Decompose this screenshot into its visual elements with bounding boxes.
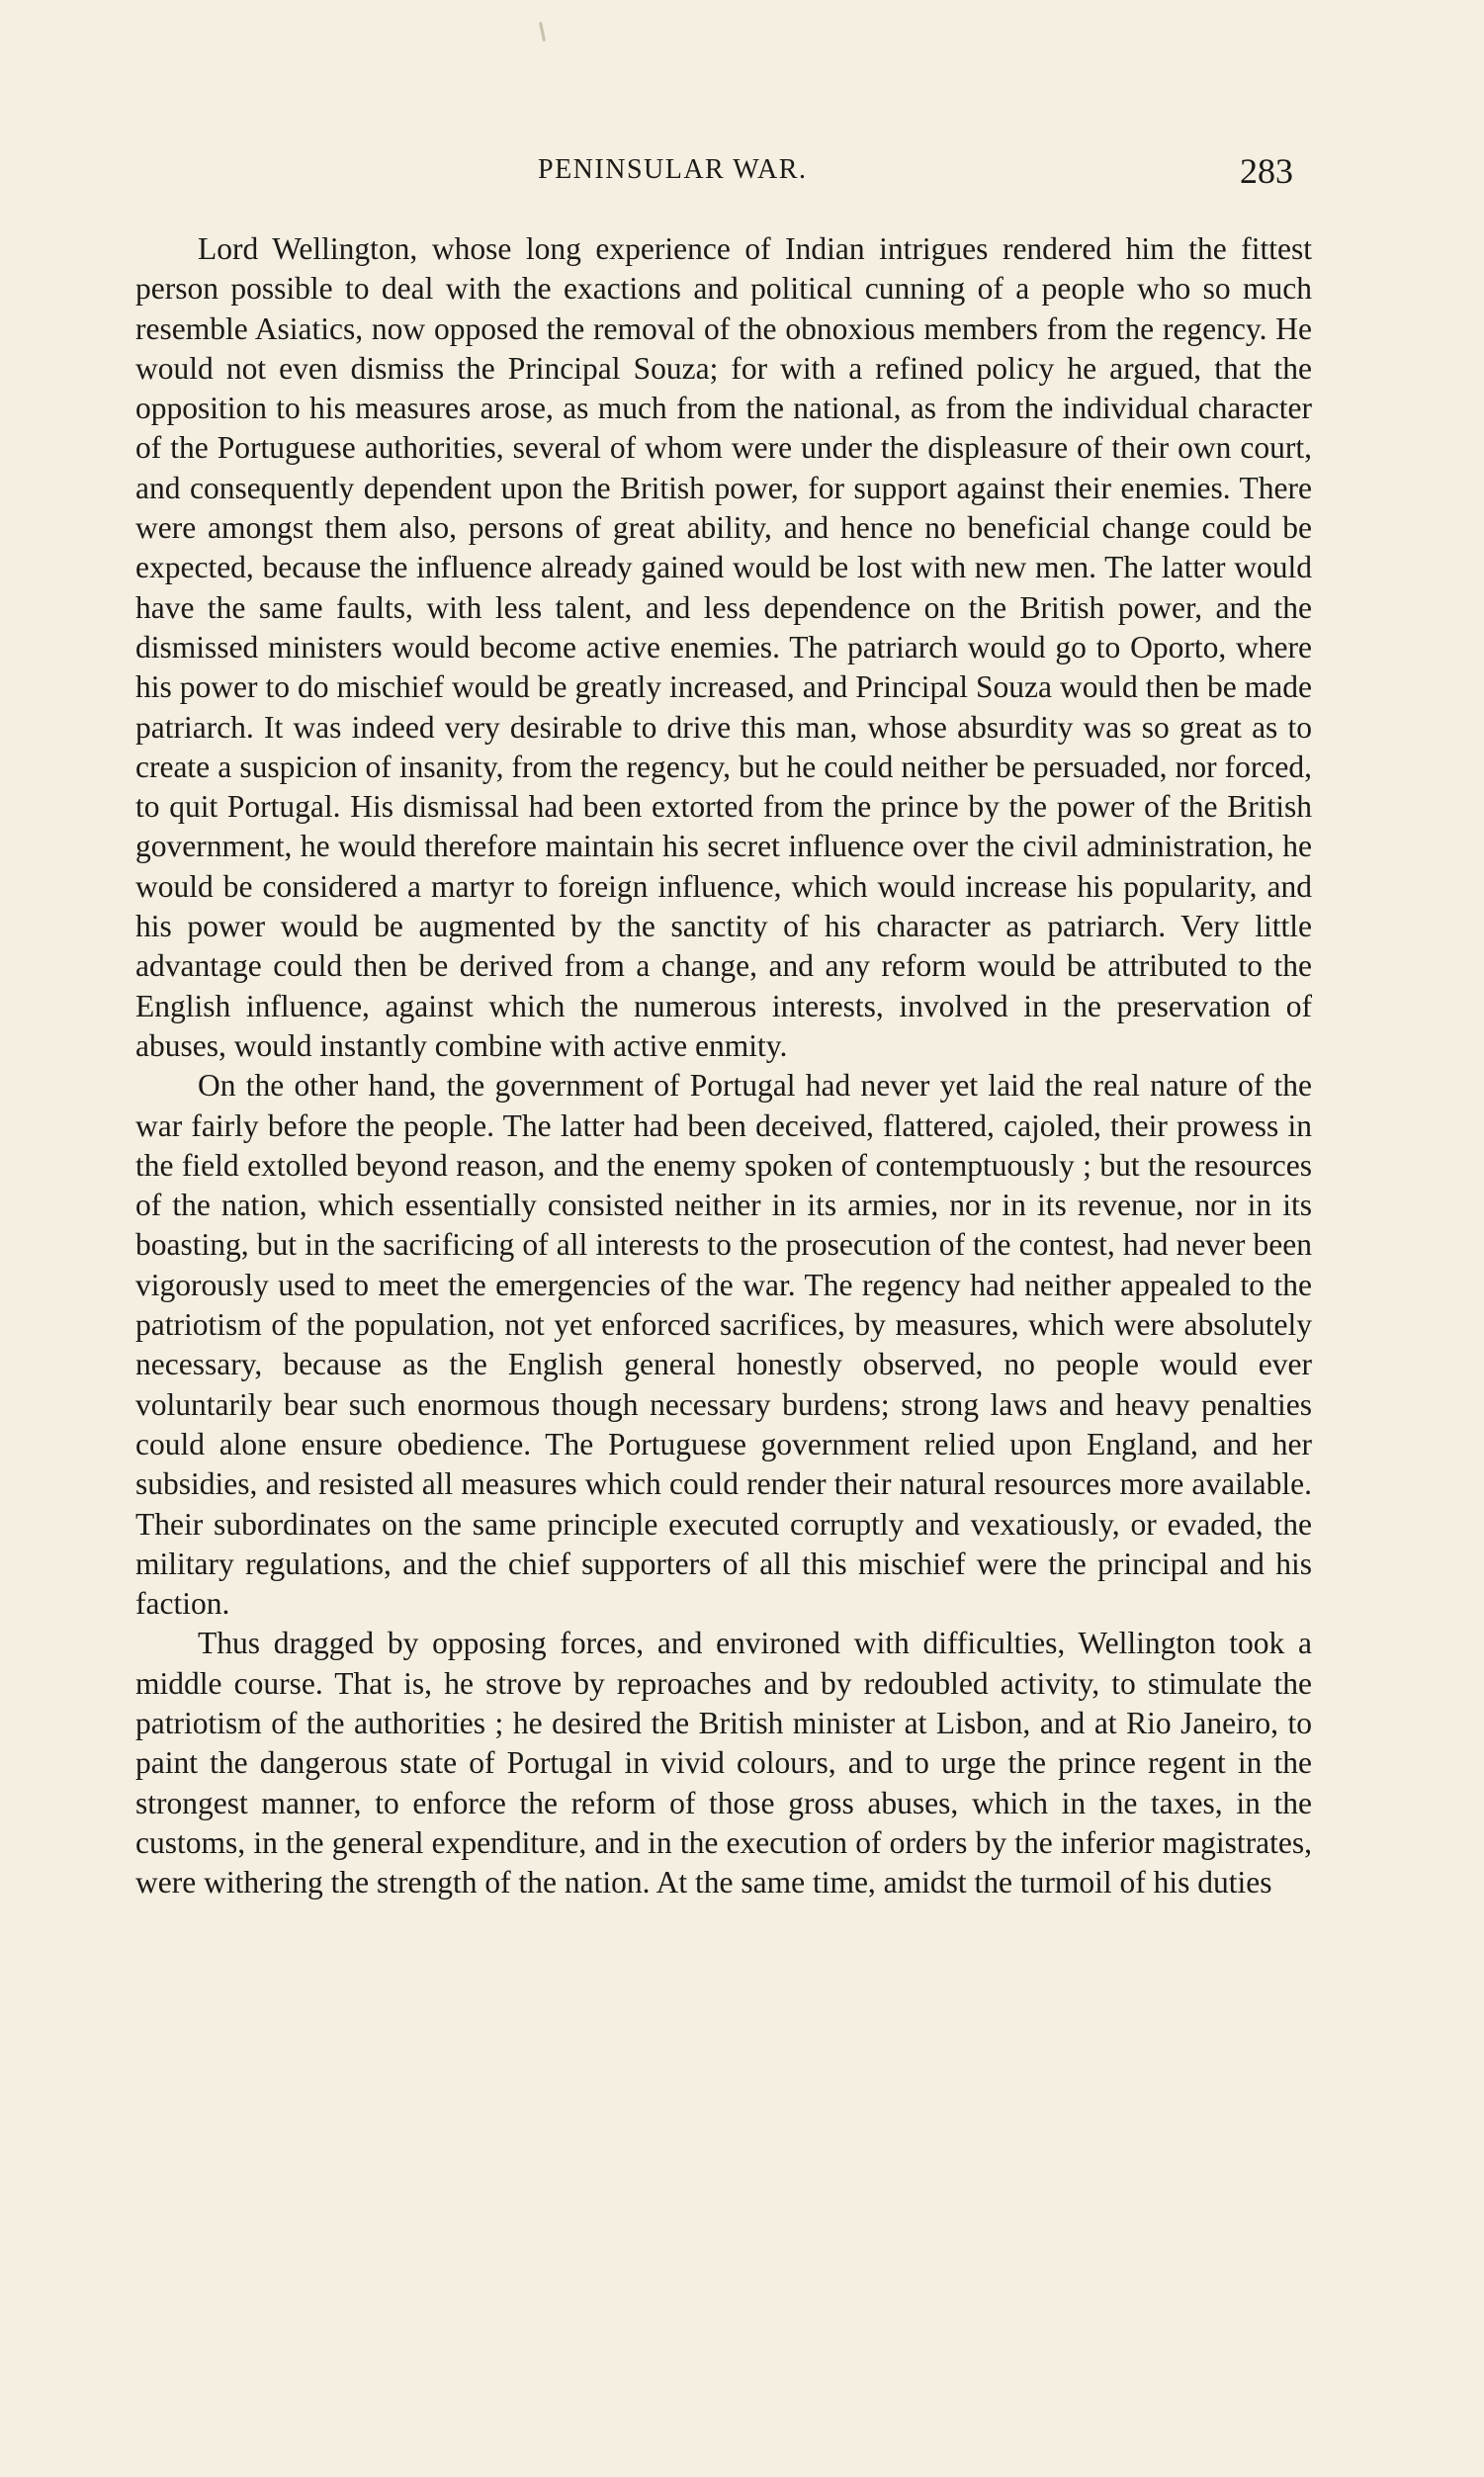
body-text [135, 229, 1312, 1902]
running-title: PENINSULAR WAR. [538, 154, 808, 185]
ink-speck [539, 22, 546, 42]
paragraph: On the other hand, the government of Portugal had never yet laid the real nature of the war fairly before the people. The latter had been deceived, flattered, cajoled, their prowess in the field extolled beyond reason, and the enemy spoken of contemptuously ; but the resources of the nation, which essentially consisted neither in its armies, nor in its revenue, nor in its boasting, but in the sacrificing of all interests to the prosecution of the contest, had never been vigorously used to meet the emergencies of the war. The regency had neither appealed to the patriotism of the population, not yet enforced sacrifices, by measures, which were absolutely necessary, because as the English general honestly observed, no people would ever voluntarily bear such enormous though necessary burdens; strong laws and heavy penalties could alone ensure obedience. The Portuguese government relied upon England, and her subsidies, and resisted all measures which could render their natural resources more available. Their subordinates on the same principle executed corruptly and vexatiously, or evaded, the military regulations, and the chief supporters of all this mischief were the principal and his faction. [135, 1068, 1312, 1622]
running-header [0, 146, 1484, 194]
paragraph: Lord Wellington, whose long experience of Indian intrigues rendered him the fittest person possible to deal with the exactions and political cunning of a people who so much resemble Asiatics, now opposed the removal of the obnoxious members from the regency. He would not even dismiss the Principal Souza; for with a refined policy he argued, that the opposition to his measures arose, as much from the national, as from the individual character of the Portuguese authorities, several of whom were under the displeasure of their own court, and consequently dependent upon the British power, for support against their enemies. There were amongst them also, persons of great ability, and hence no beneficial change could be expected, because the influence already gained would be lost with new men. The latter would have the same faults, with less talent, and less dependence on the British power, and the dismissed ministers would become active enemies. The patriarch would go to Oporto, where his power to do mischief would be greatly increased, and Principal Souza would then be made patriarch. It was indeed very desirable to drive this man, whose absurdity was so great as to create a suspicion of insanity, from the regency, but he could neither be persuaded, nor forced, to quit Portugal. His dismissal had been extorted from the prince by the power of the British government, he would therefore maintain his secret influence over the civil administration, he would be considered a martyr to foreign influence, which would increase his popularity, and his power would be augmented by the sanctity of his character as patriarch. Very little advantage could then be derived from a change, and any reform would be attributed to the English influence, against which the numerous interests, involved in the preservation of abuses, would instantly combine with active enmity. [135, 231, 1312, 1063]
page-number: 283 [1240, 151, 1293, 191]
paragraph: Thus dragged by opposing forces, and environed with difficulties, Wellington took a middle course. That is, he strove by reproaches and by redoubled activity, to stimulate the patriotism of the authorities ; he desired the British minister at Lisbon, and at Rio Janeiro, to paint the dangerous state of Portugal in vivid colours, and to urge the prince regent in the strongest manner, to enforce the reform of those gross abuses, which in the taxes, in the customs, in the general expenditure, and in the execution of orders by the inferior magistrates, were withering the strength of the nation. At the same time, amidst the turmoil of his duties [135, 1626, 1312, 1901]
